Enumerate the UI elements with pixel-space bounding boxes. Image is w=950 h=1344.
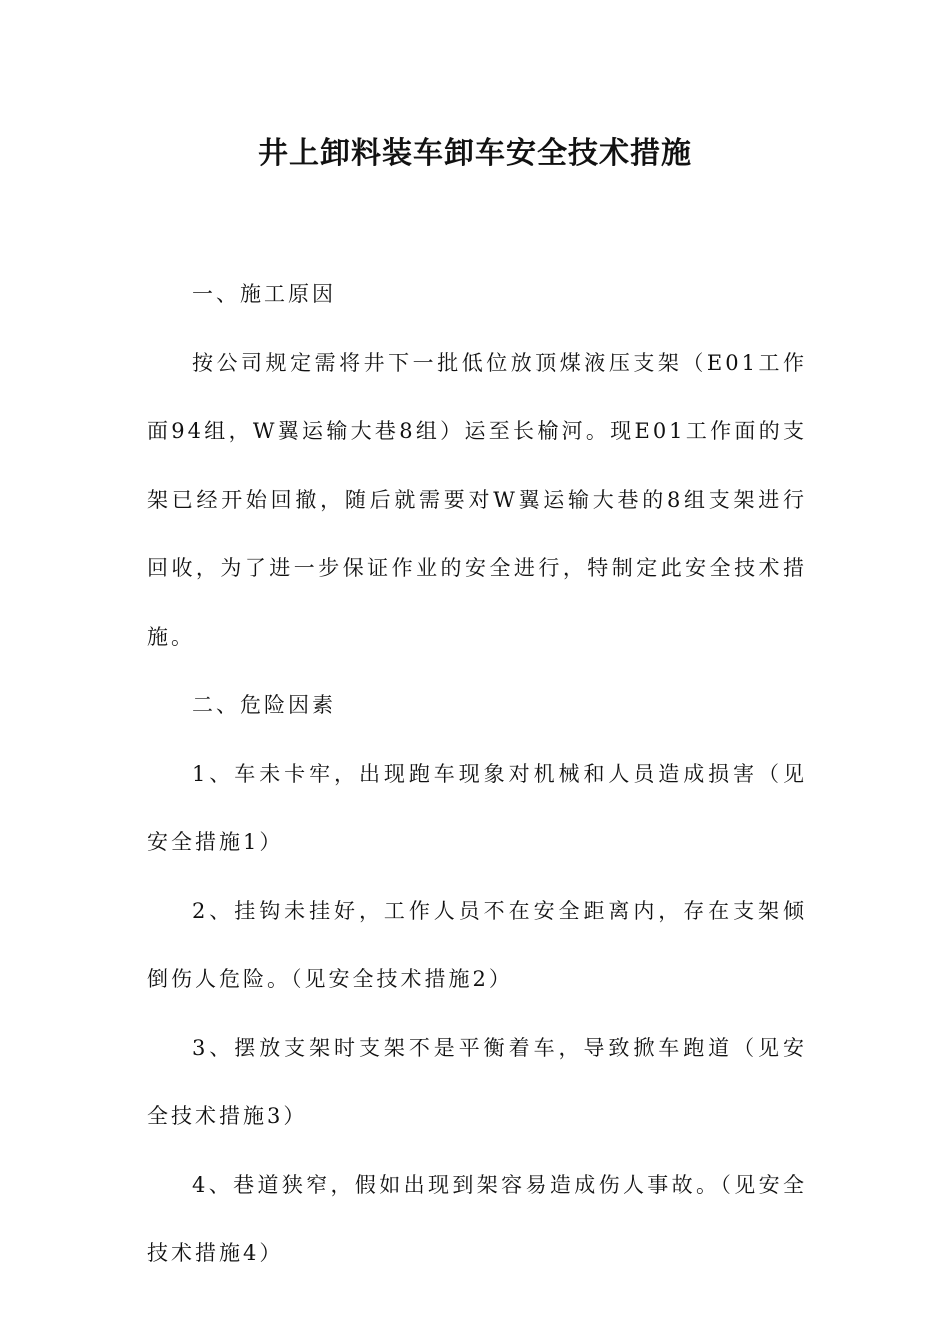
paragraph: 2、挂钩未挂好，工作人员不在安全距离内，存在支架倾倒伤人危险。（见安全技术措施2）: [147, 898, 807, 991]
paragraph: 按公司规定需将井下一批低位放顶煤液压支架（E01工作面94组，W翼运输大巷8组）运至长榆河。现E01工作面的支架已经开始回撤，随后就需要对W翼运输大巷的8组支架进行回收，为了进一步保证作业的安全进行，特制定此安全技术措施。: [147, 350, 807, 649]
document-body: [147, 260, 807, 1288]
document-title: 井上卸料装车卸车安全技术措施: [258, 136, 692, 171]
paragraph: 1、车未卡牢，出现跑车现象对机械和人员造成损害（见安全措施1）: [147, 761, 807, 854]
section-heading: 一、施工原因: [192, 282, 336, 306]
section-heading: 二、危险因素: [192, 693, 336, 717]
paragraph: 3、摆放支架时支架不是平衡着车，导致掀车跑道（见安全技术措施3）: [147, 1035, 807, 1128]
paragraph: 4、巷道狭窄，假如出现到架容易造成伤人事故。（见安全技术措施4）: [147, 1172, 807, 1265]
